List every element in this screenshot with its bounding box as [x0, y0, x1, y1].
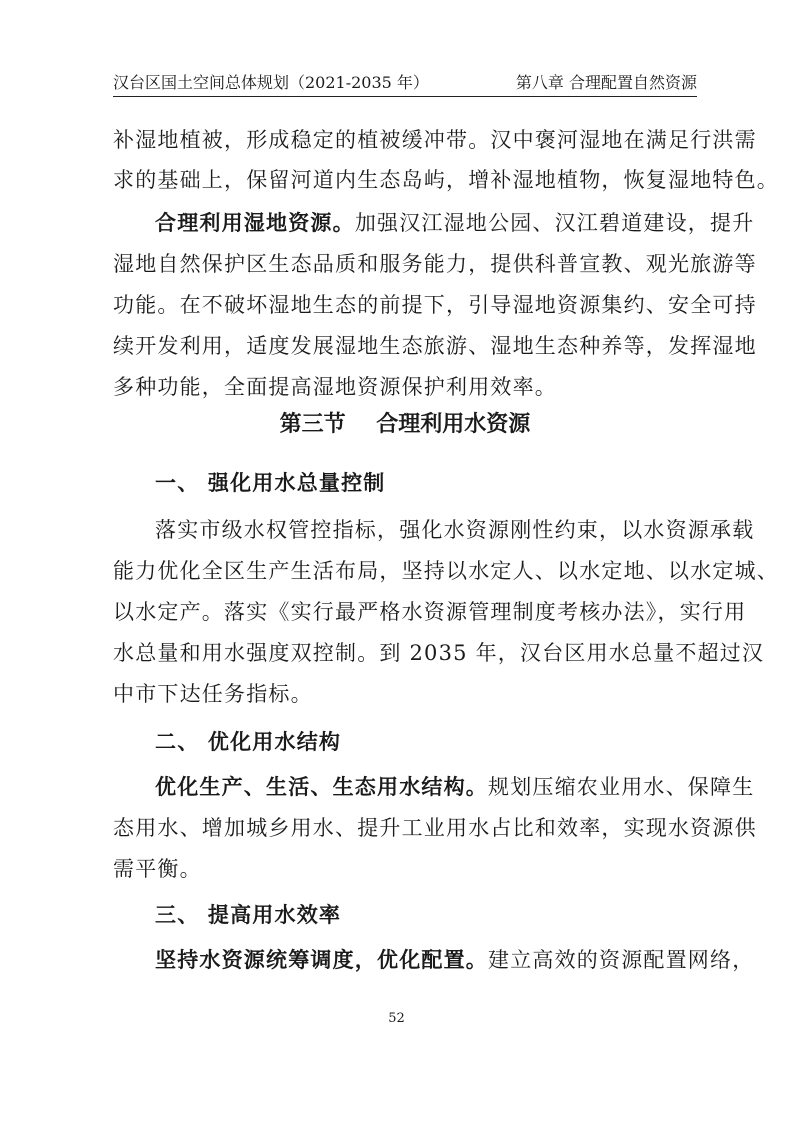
paragraph-lead: 合理利用湿地资源。	[155, 210, 355, 235]
paragraph-line: 中市下达任务指标。	[113, 682, 313, 706]
paragraph-first-line	[113, 772, 755, 802]
paragraph-text: 加强汉江湿地公园、汉江碧道建设，提升	[354, 211, 755, 235]
paragraph-lead: 优化生产、生活、生态用水结构。	[155, 774, 488, 799]
paragraph-line: 补湿地植被，形成稳定的植被缓冲带。汉中褒河湿地在满足行洪需	[113, 128, 757, 152]
paragraph-line: 水总量和用水强度双控制。到 2035 年，汉台区用水总量不超过汉	[113, 641, 765, 665]
section-title: 第三节 合理利用水资源	[279, 411, 531, 437]
paragraph-line: 需平衡。	[113, 857, 202, 881]
paragraph-line: 功能。在不破坏湿地生态的前提下，引导湿地资源集约、安全可持	[113, 293, 757, 317]
paragraph-line: 态用水、增加城乡用水、提升工业用水占比和效率，实现水资源供	[113, 816, 757, 840]
subsection-title: 二、 优化用水结构	[155, 729, 342, 754]
paragraph-line: 以水定产。落实《实行最严格水资源管理制度考核办法》，实行用	[113, 600, 747, 624]
paragraph-first-line: 落实市级水权管控指标，强化水资源刚性约束，以水资源承载	[155, 518, 755, 542]
paragraph-line: 续开发利用，适度发展湿地生态旅游、湿地生态种养等，发挥湿地	[113, 334, 757, 358]
paragraph-text: 建立高效的资源配置网络，	[488, 948, 755, 972]
paragraph-line: 多种功能，全面提高湿地资源保护利用效率。	[113, 375, 557, 399]
paragraph-first-line	[113, 208, 755, 238]
header-document-title: 汉台区国土空间总体规划（2021-2035 年）	[113, 73, 429, 92]
header-chapter-title: 第八章 合理配置自然资源	[515, 73, 697, 92]
paragraph-line: 能力优化全区生产生活布局，坚持以水定人、以水定地、以水定城、	[113, 559, 779, 583]
page-header	[113, 70, 697, 97]
subsection-title: 三、 提高用水效率	[155, 902, 342, 927]
paragraph-lead: 坚持水资源统筹调度，优化配置。	[155, 947, 488, 972]
page-number: 52	[388, 1011, 405, 1026]
paragraph-line: 湿地自然保护区生态品质和服务能力，提供科普宣教、观光旅游等	[113, 252, 757, 276]
paragraph-text: 规划压缩农业用水、保障生	[488, 775, 755, 799]
paragraph-first-line	[113, 945, 755, 975]
subsection-title: 一、 强化用水总量控制	[155, 470, 386, 495]
paragraph-line: 求的基础上，保留河道内生态岛屿，增补湿地植物，恢复湿地特色。	[113, 168, 779, 192]
